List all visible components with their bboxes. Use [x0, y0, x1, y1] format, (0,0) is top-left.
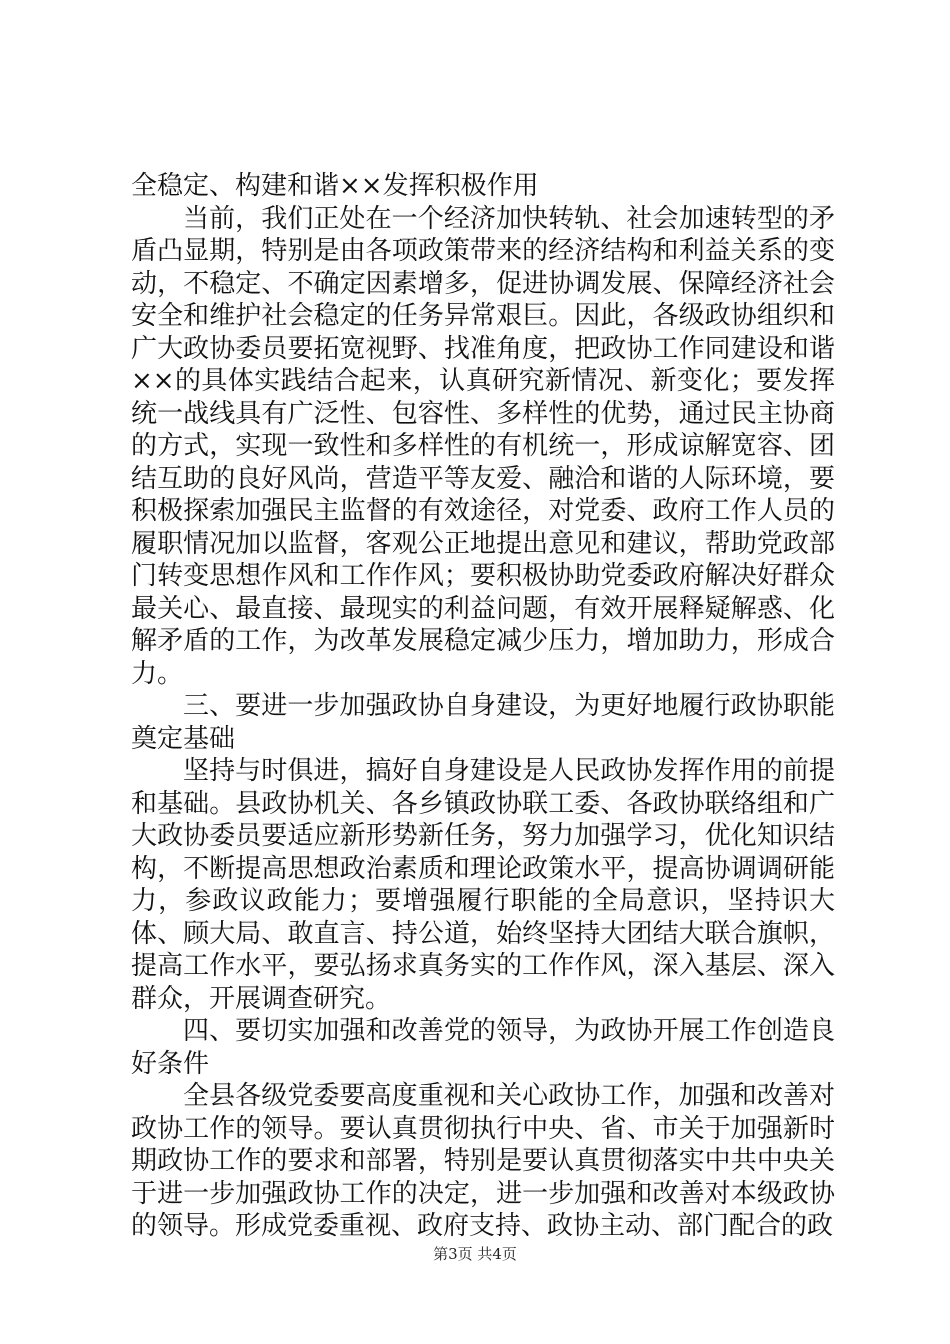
page-number-footer: 第3页 共4页 — [433, 1245, 517, 1263]
section-heading-3: 三、要进一步加强政协自身建设，为更好地履行政协职能奠定基础 — [131, 691, 835, 754]
section-heading-4: 四、要切实加强和改善党的领导，为政协开展工作创造良好条件 — [131, 1016, 835, 1079]
paragraph-6: 全县各级党委要高度重视和关心政协工作，加强和改善对政协工作的领导。要认真贯彻执行中央、省、市关于加强新时期政协工作的要求和部署，特别是要认真贯彻落实中共中央关于进一步加强政协工作的决定，进一步加强和改善对本级政协的领导。形成党委重视、政府支持、政协主动、部门配合的政 — [131, 1081, 835, 1241]
body-text — [131, 170, 835, 1243]
paragraph-4: 坚持与时俱进，搞好自身建设是人民政协发挥作用的前提和基础。县政协机关、各乡镇政协联工委、各政协联络组和广大政协委员要适应新形势新任务，努力加强学习，优化知识结构，不断提高思想政治素质和理论政策水平，提高协调调研能力，参政议政能力；要增强履行职能的全局意识，坚持识大体、顾大局、敢直言、持公道，始终坚持大团结大联合旗帜，提高工作水平，要弘扬求真务实的工作作风，深入基层、深入群众，开展调查研究。 — [131, 756, 835, 1014]
paragraph-1: 全稳定、构建和谐××发挥积极作用 — [131, 171, 539, 201]
paragraph-2: 当前，我们正处在一个经济加快转轨、社会加速转型的矛盾凸显期，特别是由各项政策带来的经济结构和利益关系的变动，不稳定、不确定因素增多，促进协调发展、保障经济社会安全和维护社会稳定的任务异常艰巨。因此，各级政协组织和广大政协委员要拓宽视野、找准角度，把政协工作同建设和谐××的具体实践结合起来，认真研究新情况、新变化；要发挥统一战线具有广泛性、包容性、多样性的优势，通过民主协商的方式，实现一致性和多样性的有机统一，形成谅解宽容、团结互助的良好风尚，营造平等友爱、融洽和谐的人际环境，要积极探索加强民主监督的有效途径，对党委、政府工作人员的履职情况加以监督，客观公正地提出意见和建议，帮助党政部门转变思想作风和工作作风；要积极协助党委政府解决好群众最关心、最直接、最现实的利益问题，有效开展释疑解惑、化解矛盾的工作，为改革发展稳定减少压力，增加助力，形成合力。 — [131, 203, 835, 689]
